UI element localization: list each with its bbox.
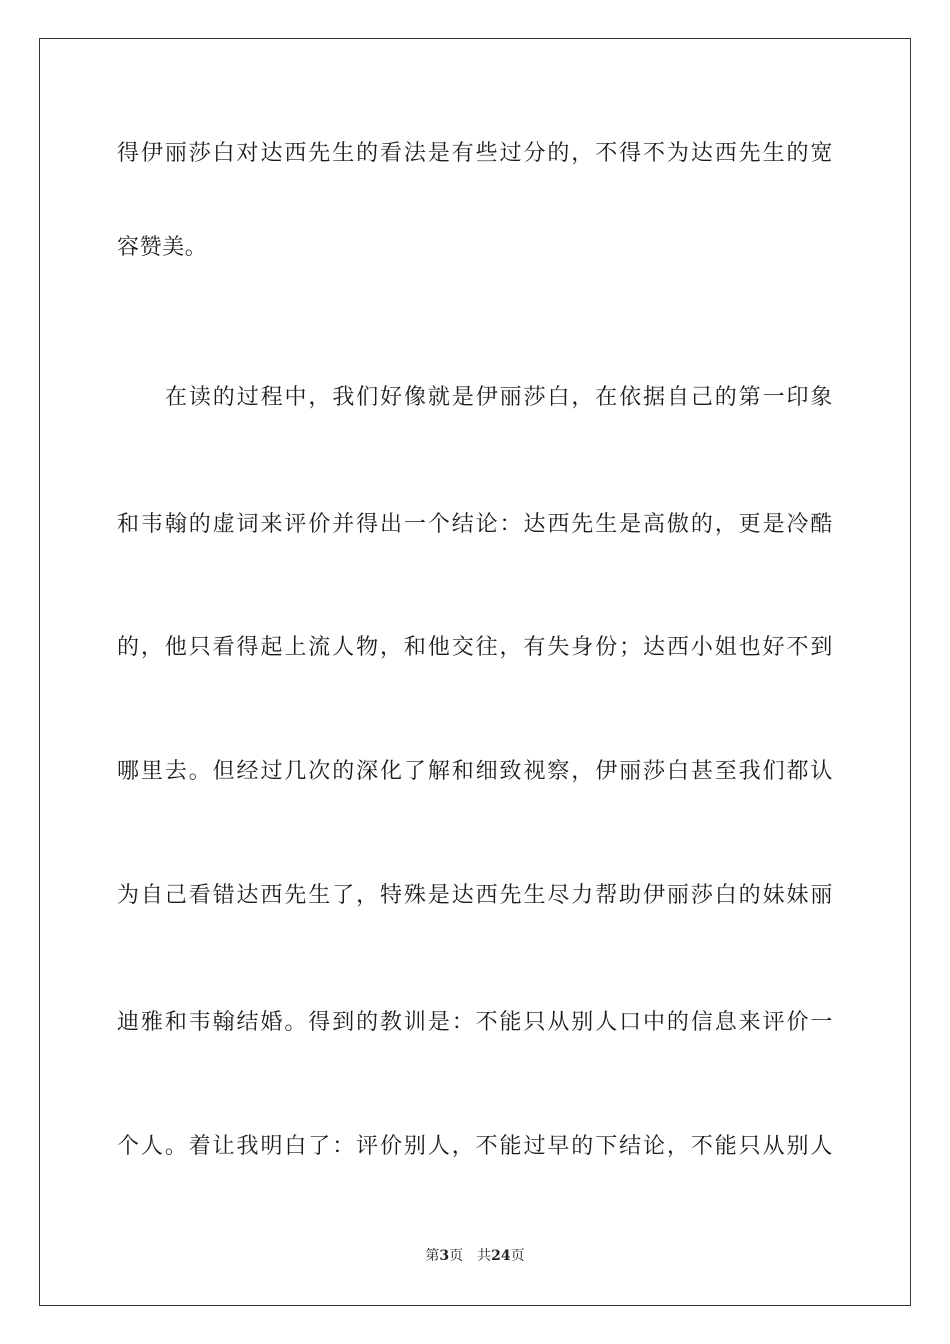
body-line-9: 个人。着让我明白了：评价别人，不能过早的下结论，不能只从别人 xyxy=(117,1134,833,1159)
footer-total-suffix: 页 xyxy=(510,1248,525,1264)
footer-page-number: 3 xyxy=(439,1248,450,1264)
body-line-8: 迪雅和韦翰结婚。得到的教训是：不能只从别人口中的信息来评价一 xyxy=(117,1010,833,1035)
body-line-7: 为自己看错达西先生了，特殊是达西先生尽力帮助伊丽莎白的妹妹丽 xyxy=(117,883,833,908)
footer-page-prefix: 第 xyxy=(425,1248,440,1264)
body-line-5: 的，他只看得起上流人物，和他交往，有失身份；达西小姐也好不到 xyxy=(117,635,833,660)
footer-total-prefix: 共 xyxy=(477,1248,492,1264)
page-border xyxy=(39,38,911,1306)
body-line-6: 哪里去。但经过几次的深化了解和细致视察，伊丽莎白甚至我们都认 xyxy=(117,759,833,784)
footer-page-suffix: 页 xyxy=(449,1248,464,1264)
body-line-3: 在读的过程中，我们好像就是伊丽莎白，在依据自己的第一印象 xyxy=(165,385,833,410)
body-line-2: 容赞美。 xyxy=(117,235,208,260)
footer-total-pages: 24 xyxy=(491,1248,511,1264)
page-footer xyxy=(0,1247,950,1265)
body-line-1: 得伊丽莎白对达西先生的看法是有些过分的，不得不为达西先生的宽 xyxy=(117,141,833,166)
body-line-4: 和韦翰的虚词来评价并得出一个结论：达西先生是高傲的，更是冷酷 xyxy=(117,512,833,537)
